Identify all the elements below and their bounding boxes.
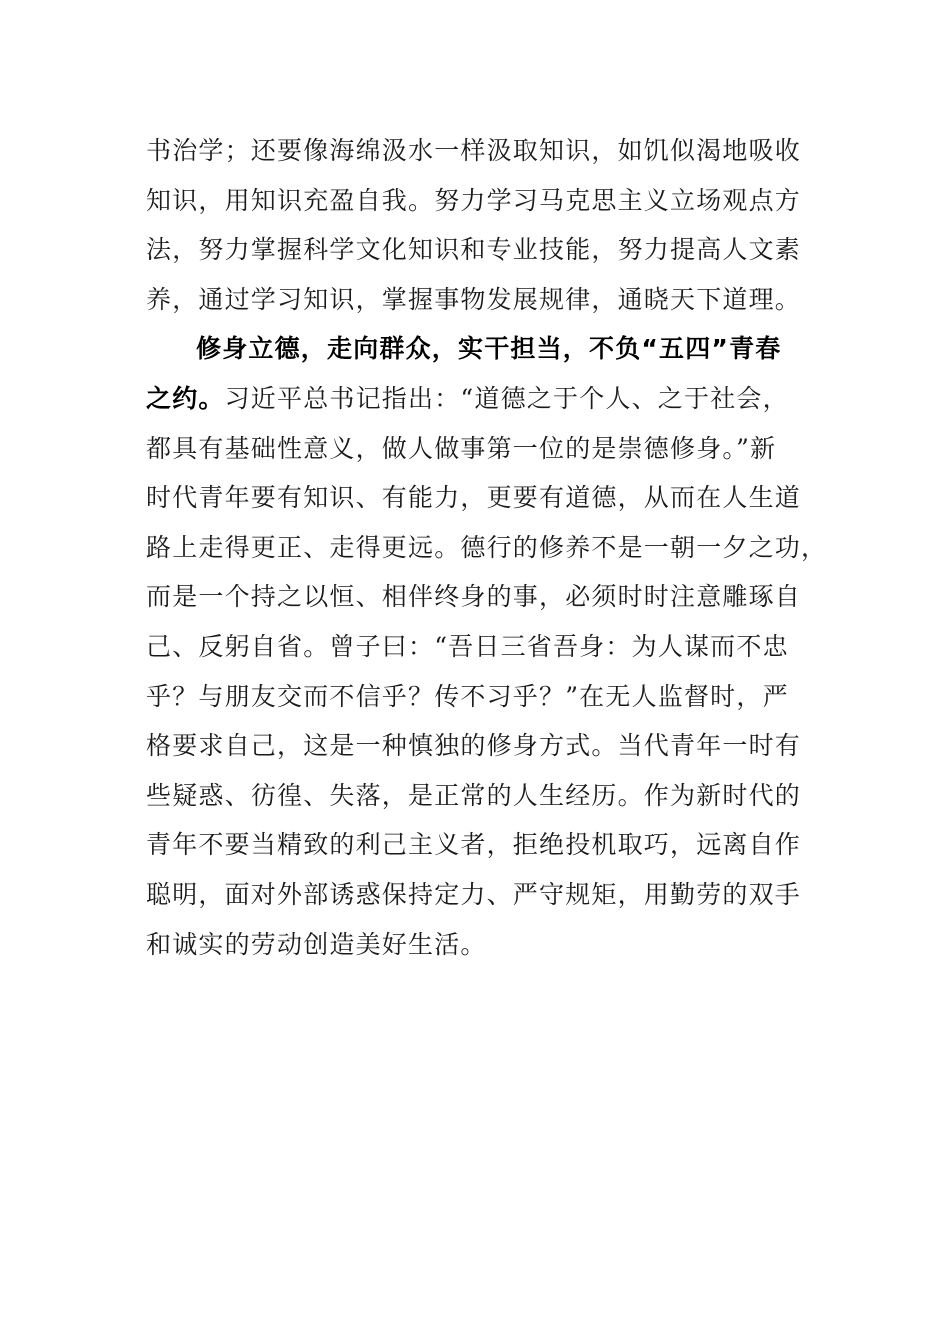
text-line: 养，通过学习知识，掌握事物发展规律，通晓天下道理。 xyxy=(146,284,802,314)
text-line: 路上走得更正、走得更远。德行的修养不是一朝一夕之功， xyxy=(146,532,828,562)
text-line: 聪明，面对外部诱惑保持定力、严守规矩，用勤劳的双手 xyxy=(146,879,802,909)
paragraph-heading-line xyxy=(146,324,786,374)
text-line: 书治学；还要像海绵汲水一样汲取知识，如饥似渴地吸收 xyxy=(146,136,802,165)
text-segment: 习近平总书记指出：“道德之于个人、之于社会， xyxy=(224,383,789,413)
document-body xyxy=(146,126,828,969)
text-line: 乎？与朋友交而不信乎？传不习乎？”在无人监督时，严 xyxy=(146,681,789,711)
text-line: 己、反躬自省。曾子曰：“吾日三省吾身：为人谋而不忠 xyxy=(146,631,789,661)
text-line: 格要求自己，这是一种慎独的修身方式。当代青年一时有 xyxy=(146,731,802,761)
text-line: 知识，用知识充盈自我。努力学习马克思主义立场观点方 xyxy=(146,185,802,215)
text-line: 青年不要当精致的利己主义者，拒绝投机取巧，远离自作 xyxy=(146,830,802,860)
text-line: 法，努力掌握科学文化知识和专业技能，努力提高人文素 xyxy=(146,235,802,265)
text-line: 都具有基础性意义，做人做事第一位的是崇德修身。”新 xyxy=(146,433,777,463)
bold-heading-text: 之约。 xyxy=(146,383,225,413)
text-line: 些疑惑、彷徨、失落，是正常的人生经历。作为新时代的 xyxy=(146,780,802,810)
text-line: 而是一个持之以恒、相伴终身的事，必须时时注意雕琢自 xyxy=(146,582,802,612)
text-line xyxy=(146,374,789,424)
text-line: 时代青年要有知识、有能力，更要有道德，从而在人生道 xyxy=(146,483,802,513)
bold-heading-text: 修身立德，走向群众，实干担当，不负“五四”青春 xyxy=(196,334,782,364)
text-line: 和诚实的劳动创造美好生活。 xyxy=(146,929,487,959)
